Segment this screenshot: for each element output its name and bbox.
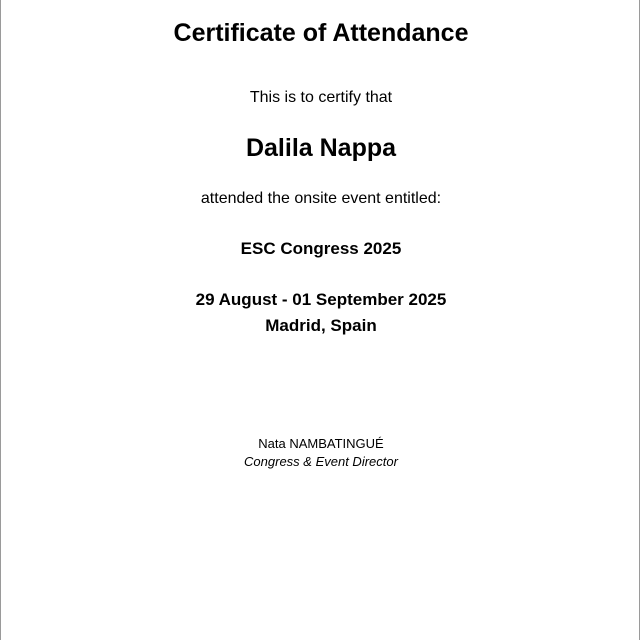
signatory-role: Congress & Event Director xyxy=(244,454,398,469)
event-name: ESC Congress 2025 xyxy=(240,239,402,258)
certify-intro-text: This is to certify that xyxy=(249,89,393,106)
attended-statement: attended the onsite event entitled: xyxy=(200,190,442,207)
event-location: Madrid, Spain xyxy=(265,316,377,335)
recipient-name: Dalila Nappa xyxy=(245,134,397,162)
event-dates: 29 August - 01 September 2025 xyxy=(195,290,447,309)
signatory-name: Nata NAMBATINGUÉ xyxy=(258,436,384,451)
certificate-title: Certificate of Attendance xyxy=(173,19,469,47)
